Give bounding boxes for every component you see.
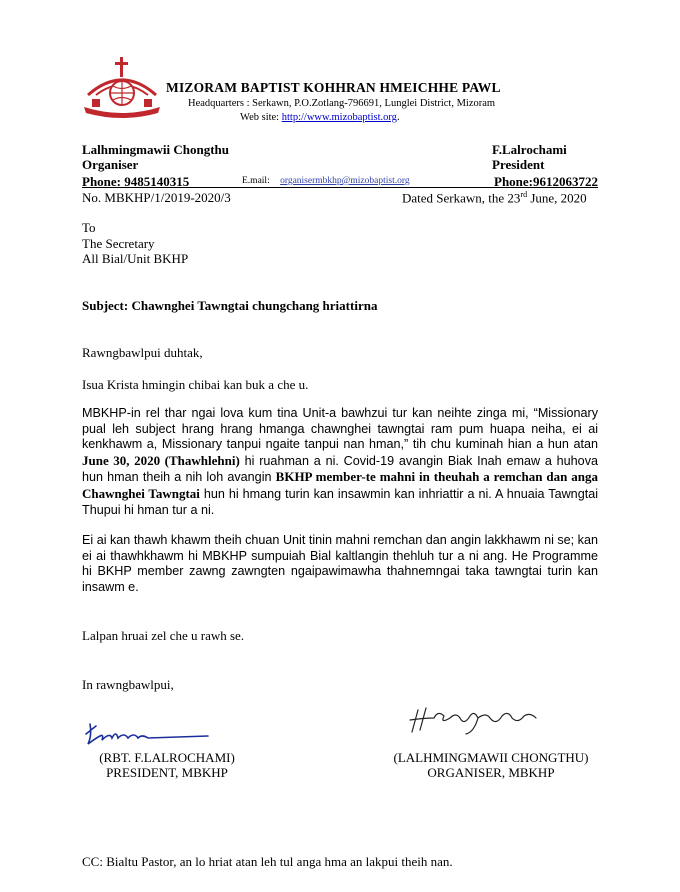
president-name: F.Lalrochami [492, 142, 567, 157]
email-line [242, 176, 410, 186]
para1-bold-date: June 30, 2020 (Thawhlehni) [82, 452, 240, 468]
date-line [402, 190, 587, 206]
president-full-name: (RBT. F.LALROCHAMI) [99, 750, 235, 765]
email-label: E.mail: [242, 176, 270, 186]
organiser-signature-block [388, 750, 594, 780]
organiser-phone: Phone: 9485140315 [82, 174, 190, 189]
contact-divider [82, 187, 598, 188]
website-link[interactable]: http://www.mizobaptist.org [281, 112, 397, 123]
date-prefix: Dated Serkawn, the 23 [402, 190, 521, 206]
cc-line: CC: Bialtu Pastor, an lo hriat atan leh tul anga hma an lakpui theih nan. [82, 854, 453, 869]
body-paragraph-1 [82, 406, 598, 518]
para1-text-c: hi ruahman a ni. Covid-19 avangin Biak Inah emaw a huhova hun hman theih a nih loh avangin [82, 453, 598, 485]
organiser-title: ORGANISER, MBKHP [427, 765, 555, 780]
president-title: PRESIDENT, MBKHP [106, 765, 228, 780]
reference-number: No. MBKHP/1/2019-2020/3 [82, 190, 231, 205]
organiser-signature-icon [404, 704, 552, 738]
president-phone: Phone:9612063722 [494, 174, 598, 189]
website-label: Web site: [240, 112, 280, 123]
organisation-name: MIZORAM BAPTIST KOHHRAN HMEICHHE PAWL [166, 80, 501, 95]
headquarters-address: Headquarters : Serkawn, P.O.Zotlang-796691, Lunglei District, Mizoram [188, 98, 496, 109]
recipient-line1: The Secretary [82, 235, 155, 251]
president-block [492, 142, 567, 172]
closing-blessing: Lalpan hruai zel che u rawh se. [82, 628, 245, 643]
greeting: Isua Krista hmingin chibai kan buk a che u. [82, 377, 309, 392]
president-signature-block [82, 750, 252, 780]
email-link[interactable]: organisermbkhp@mizobaptist.org [280, 176, 410, 186]
organiser-name: Lalhmingmawii Chongthu [82, 142, 230, 157]
subject-line: Subject: Chawnghei Tawngtai chungchang hriattirna [82, 298, 378, 313]
para1-text-a: MBKHP-in rel thar ngai lova kum tina Unit-a bawhzui tur kan neihte zinga mi, “Missionary pual leh subject hrang hrang hmanga chawnghei tawngtai ram pum huapa neiha, ei ai kenkhawm a, Missionary tanpui ngaite tanpui nan hman,” tih chu kuminah hian a hun atan [82, 406, 598, 452]
organiser-role: Organiser [82, 157, 139, 172]
body-paragraph-2: Ei ai kan thawh khawm theih chuan Unit tinin mahni remchan dan angin lakkhawm ni se; kan ei ai thawhkhawm hi MBKHP sumpuiah Bial kaltlangin thehluh tur a ni ang. He Programme hi BKHP member zawng zawngten ngaipawimawha thahnemngai taka tawngtai turin kan insawm e. [82, 533, 598, 594]
salutation: Rawngbawlpui duhtak, [82, 345, 203, 360]
website-line [240, 112, 400, 123]
recipient-line2: All Bial/Unit BKHP [82, 251, 189, 266]
recipient-block [82, 220, 188, 267]
website-period: . [396, 112, 400, 123]
closing-signoff: In rawngbawlpui, [82, 677, 174, 692]
president-role: President [492, 157, 545, 172]
date-ordinal: rd [520, 190, 528, 199]
mbkhp-church-logo-icon [82, 55, 162, 121]
date-suffix: June, 2020 [527, 190, 587, 206]
para1-bold-instruction: BKHP member-te mahni in theuhah a remchan dan anga Chawnghei Tawngtai [82, 469, 598, 501]
recipient-to: To [82, 220, 96, 235]
para1-text-e: hun hi hmang turin kan insawmin kan inhriattir a ni. A hnuaia Tawngtai Thupui hi hman tur a ni. [82, 486, 598, 517]
organiser-full-name: (LALHMINGMAWII CHONGTHU) [393, 750, 589, 765]
president-signature-icon [82, 722, 212, 748]
organiser-block [82, 142, 229, 172]
